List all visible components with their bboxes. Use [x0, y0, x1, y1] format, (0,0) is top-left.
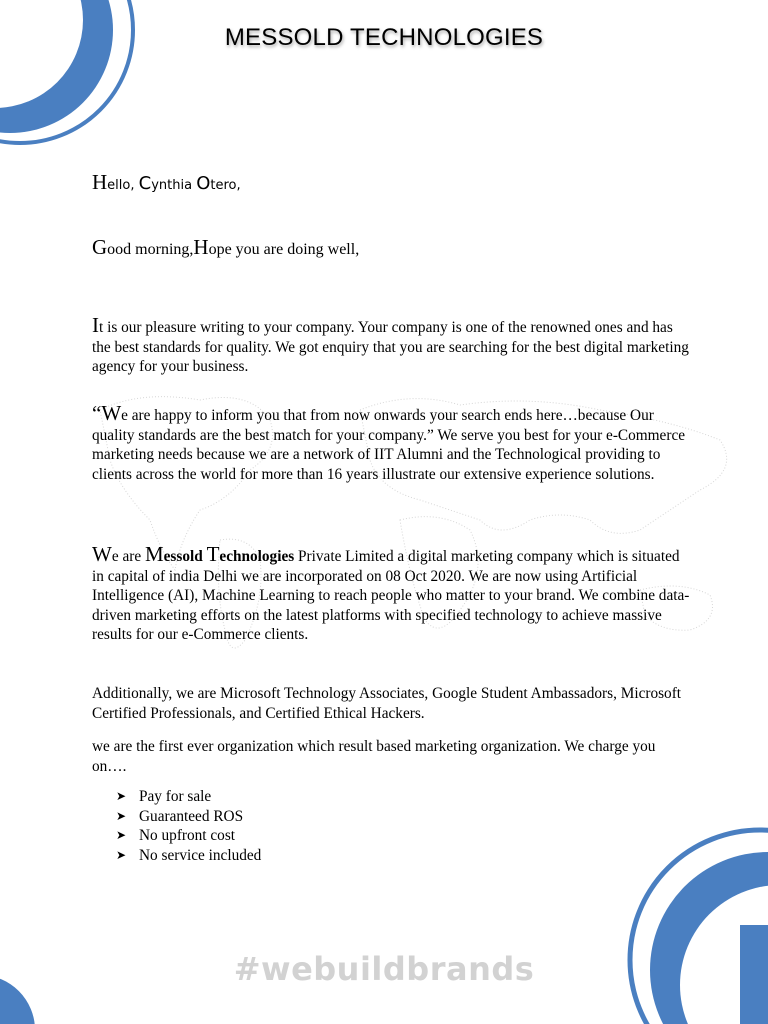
list-item: ➤ Pay for sale: [116, 788, 212, 805]
list-item: ➤ No upfront cost: [116, 827, 236, 844]
company-title: MESSOLD TECHNOLOGIES: [224, 24, 544, 51]
arrowhead-bullet-icon: ➤: [116, 828, 127, 842]
certifications-paragraph: Additionally, we are Microsoft Technology Associates, Google Student Ambassadors, Microsoft Certified Professionals, and Certified Ethical Hackers.: [92, 685, 682, 722]
pricing-bullet-list: [116, 787, 261, 865]
pricing-paragraph: we are the first ever organization which result based marketing organization. We charge you on….: [92, 738, 656, 775]
greeting-morning: Good morning,Hope you are doing well,: [92, 235, 360, 259]
company-paragraph: We are Messold Technologies Private Limited a digital marketing company which is situated in capital of india Delhi we are incorporated on 08 Oct 2020. We are now using Artificial Intelligence (AI), Machine Learning to reach people who matter to your brand. We combine data-driven marketing efforts on the latest platforms with specified technology to achieve massive results for our e-Commerce clients.: [92, 542, 690, 643]
list-item: ➤ No service included: [116, 846, 262, 864]
arrowhead-bullet-icon: ➤: [116, 808, 127, 823]
list-item: ➤ Guaranteed ROS: [116, 807, 244, 825]
arrowhead-bullet-icon: ➤: [116, 847, 127, 862]
arrowhead-bullet-icon: ➤: [116, 789, 127, 803]
greeting-name: Hello, Cynthia Otero,: [92, 170, 241, 194]
footer-hashtag: #webuildbrands: [233, 950, 535, 988]
intro-paragraph: It is our pleasure writing to your company. Your company is one of the renowned ones and has the best standards for quality. We got enquiry that you are searching for the best digital marketing agency for your business.: [92, 313, 689, 375]
quote-paragraph: “We are happy to inform you that from now onwards your search ends here…because Our quality standards are the best match for your company.” We serve you best for your e-Commerce marketing needs because we are a network of IIT Alumni and the Technological providing to clients across the world for more than 16 years illustrate our extensive experience solutions.: [92, 401, 686, 483]
